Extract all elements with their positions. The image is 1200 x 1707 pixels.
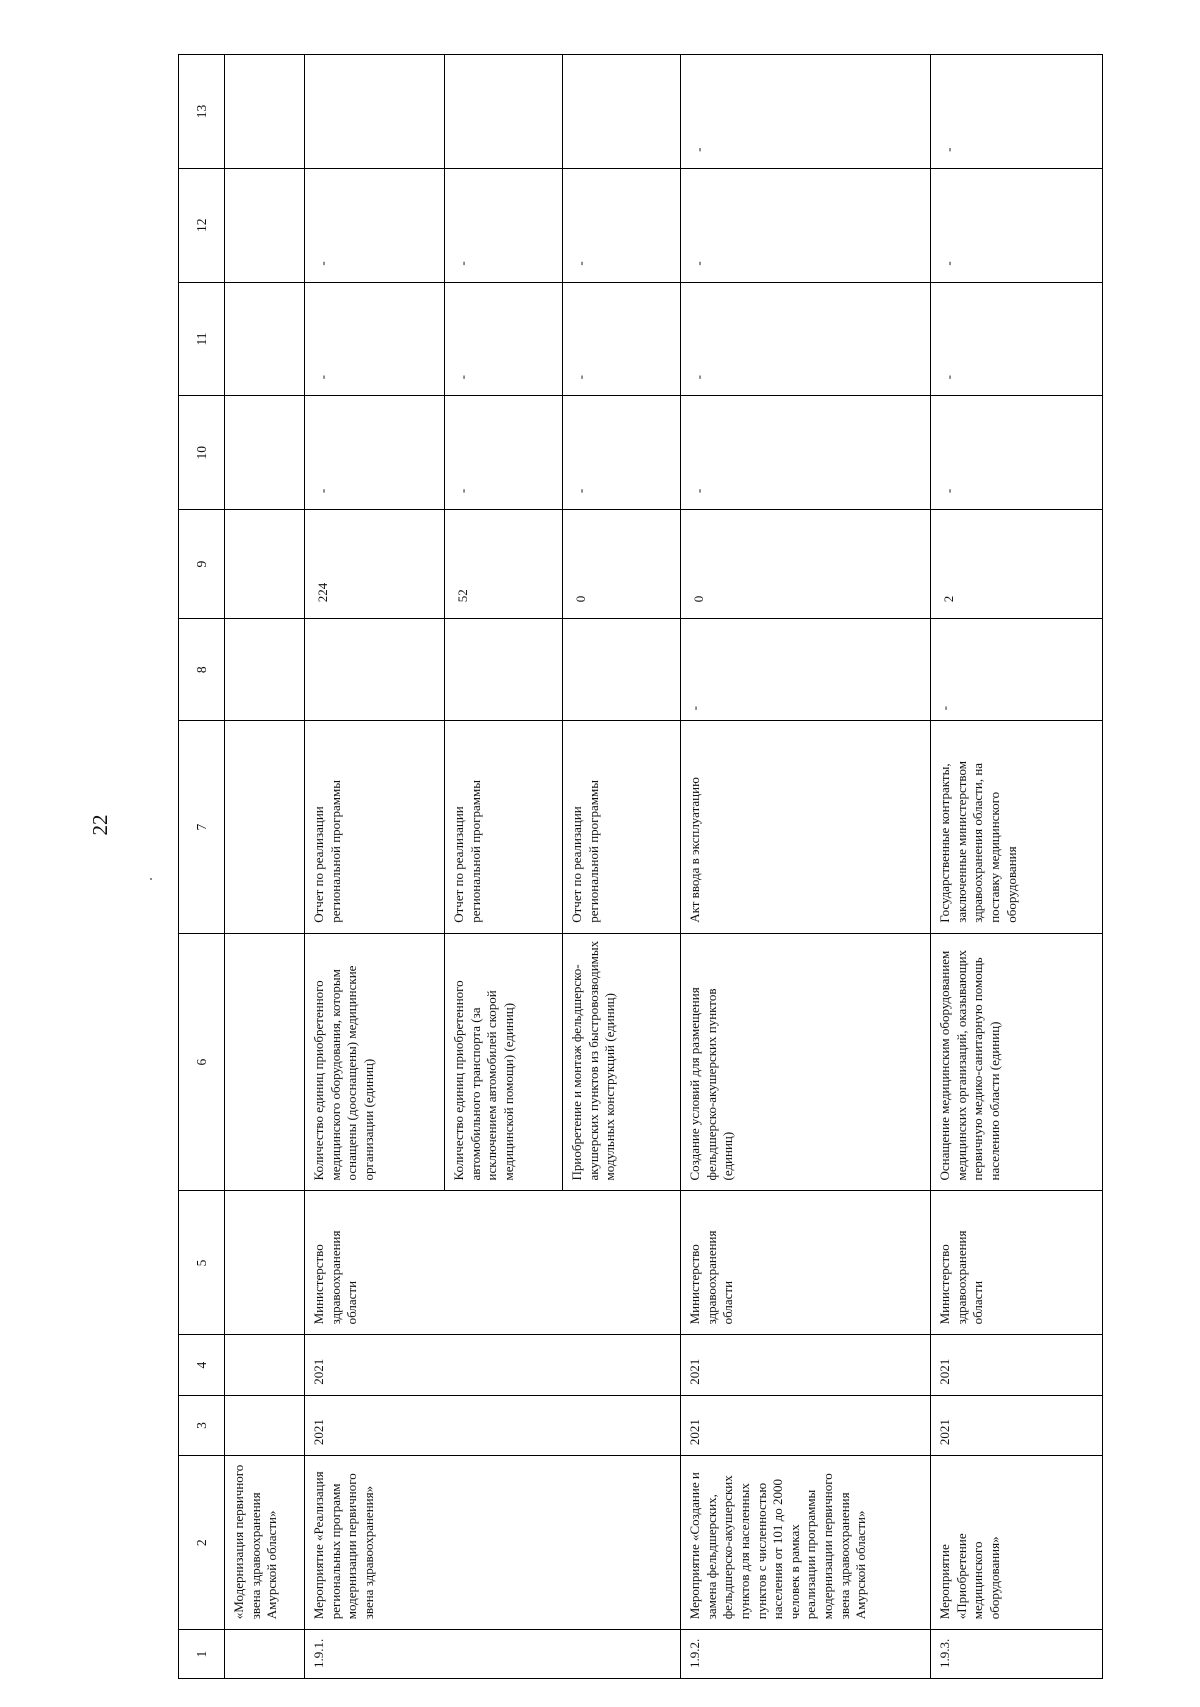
indicator-source: Акт ввода в эксплуатацию — [681, 721, 931, 933]
value-col-8: - — [931, 619, 1103, 721]
value-col-11: - — [681, 282, 931, 396]
value-col-9: 52 — [445, 510, 563, 619]
section-number — [225, 1630, 305, 1679]
row-number: 1.9.2. — [681, 1630, 931, 1679]
end-year: 2021 — [931, 1335, 1103, 1395]
responsible-executor: Министерство здравоохранения области — [931, 1191, 1103, 1335]
indicator-source: Государственные контракты, заключенные министерством здравоохранения области, на поставку медицинского оборудования — [931, 721, 1103, 933]
value-col-11: - — [305, 282, 445, 396]
value-col-9: 2 — [931, 510, 1103, 619]
measure-name: Мероприятие «Реализация региональных программ модернизации первичного звена здравоохранения» — [305, 1456, 681, 1630]
row-number: 1.9.3. — [931, 1630, 1103, 1679]
value-col-11: - — [563, 282, 681, 396]
page-number: 22 — [87, 814, 112, 836]
value-col-13 — [563, 55, 681, 169]
value-col-10: - — [563, 396, 681, 510]
indicator-source: Отчет по реализации региональной программы — [305, 721, 445, 933]
value-col-11: - — [445, 282, 563, 396]
value-col-9: 0 — [681, 510, 931, 619]
indicator-name: Количество единиц приобретенного медицинского оборудования, которым оснащены (дооснащены) медицинские организации (единиц) — [305, 933, 445, 1191]
value-col-13 — [305, 55, 445, 169]
value-col-9: 224 — [305, 510, 445, 619]
header-cell-10: 10 — [179, 396, 225, 510]
value-col-13 — [445, 55, 563, 169]
value-col-12: - — [681, 168, 931, 282]
section-title: «Модернизация первичного звена здравоохранения Амурской области» — [225, 1456, 305, 1630]
table-row-1-9-3 — [931, 55, 1103, 1679]
indicator-name: Приобретение и монтаж фельдшерско-акушерских пунктов из быстровозводимых модульных конструкций (единиц) — [563, 933, 681, 1191]
indicator-name: Создание условий для размещения фельдшерско-акушерских пунктов (единиц) — [681, 933, 931, 1191]
header-cell-11: 11 — [179, 282, 225, 396]
header-cell-9: 9 — [179, 510, 225, 619]
header-row — [179, 55, 225, 1679]
responsible-executor: Министерство здравоохранения области — [681, 1191, 931, 1335]
measure-name: Мероприятие «Создание и замена фельдшерских, фельдшерско-акушерских пунктов для населенных пунктов с численностью населения от 101 до 2000 человек в рамках реализации программы модернизации первичного звена здравоохранения Амурской области» — [681, 1456, 931, 1630]
start-year: 2021 — [305, 1395, 681, 1455]
header-cell-3: 3 — [179, 1395, 225, 1455]
value-col-9: 0 — [563, 510, 681, 619]
value-col-12: - — [931, 168, 1103, 282]
measure-name: Мероприятие «Приобретение медицинского оборудования» — [931, 1456, 1103, 1630]
table-row-1-9-2 — [681, 55, 931, 1679]
value-col-10: - — [931, 396, 1103, 510]
header-cell-12: 12 — [179, 168, 225, 282]
value-col-13: - — [931, 55, 1103, 169]
value-col-8 — [305, 619, 445, 721]
rotated-table-wrapper — [178, 54, 1103, 1679]
start-year: 2021 — [681, 1395, 931, 1455]
header-cell-1: 1 — [179, 1630, 225, 1679]
value-col-10: - — [445, 396, 563, 510]
section-row — [225, 55, 305, 1679]
indicator-source: Отчет по реализации региональной программы — [445, 721, 563, 933]
value-col-8 — [563, 619, 681, 721]
program-measures-table — [178, 54, 1103, 1679]
value-col-13: - — [681, 55, 931, 169]
header-cell-7: 7 — [179, 721, 225, 933]
value-col-12: - — [445, 168, 563, 282]
scan-speck — [150, 878, 152, 880]
end-year: 2021 — [305, 1335, 681, 1395]
header-cell-6: 6 — [179, 933, 225, 1191]
header-cell-8: 8 — [179, 619, 225, 721]
value-col-10: - — [305, 396, 445, 510]
header-cell-5: 5 — [179, 1191, 225, 1335]
indicator-name: Оснащение медицинским оборудованием медицинских организаций, оказывающих первичную медико-санитарную помощь населению области (единиц) — [931, 933, 1103, 1191]
value-col-11: - — [931, 282, 1103, 396]
end-year: 2021 — [681, 1335, 931, 1395]
header-cell-4: 4 — [179, 1335, 225, 1395]
value-col-12: - — [563, 168, 681, 282]
row-number: 1.9.1. — [305, 1630, 681, 1679]
value-col-12: - — [305, 168, 445, 282]
responsible-executor: Министерство здравоохранения области — [305, 1191, 681, 1335]
header-cell-13: 13 — [179, 55, 225, 169]
indicator-source: Отчет по реализации региональной программы — [563, 721, 681, 933]
start-year: 2021 — [931, 1395, 1103, 1455]
value-col-8 — [445, 619, 563, 721]
value-col-8: - — [681, 619, 931, 721]
table-row-1-9-1-a — [305, 55, 445, 1679]
value-col-10: - — [681, 396, 931, 510]
header-cell-2: 2 — [179, 1456, 225, 1630]
indicator-name: Количество единиц приобретенного автомобильного транспорта (за исключением автомобилей скорой медицинской помощи) (единиц) — [445, 933, 563, 1191]
